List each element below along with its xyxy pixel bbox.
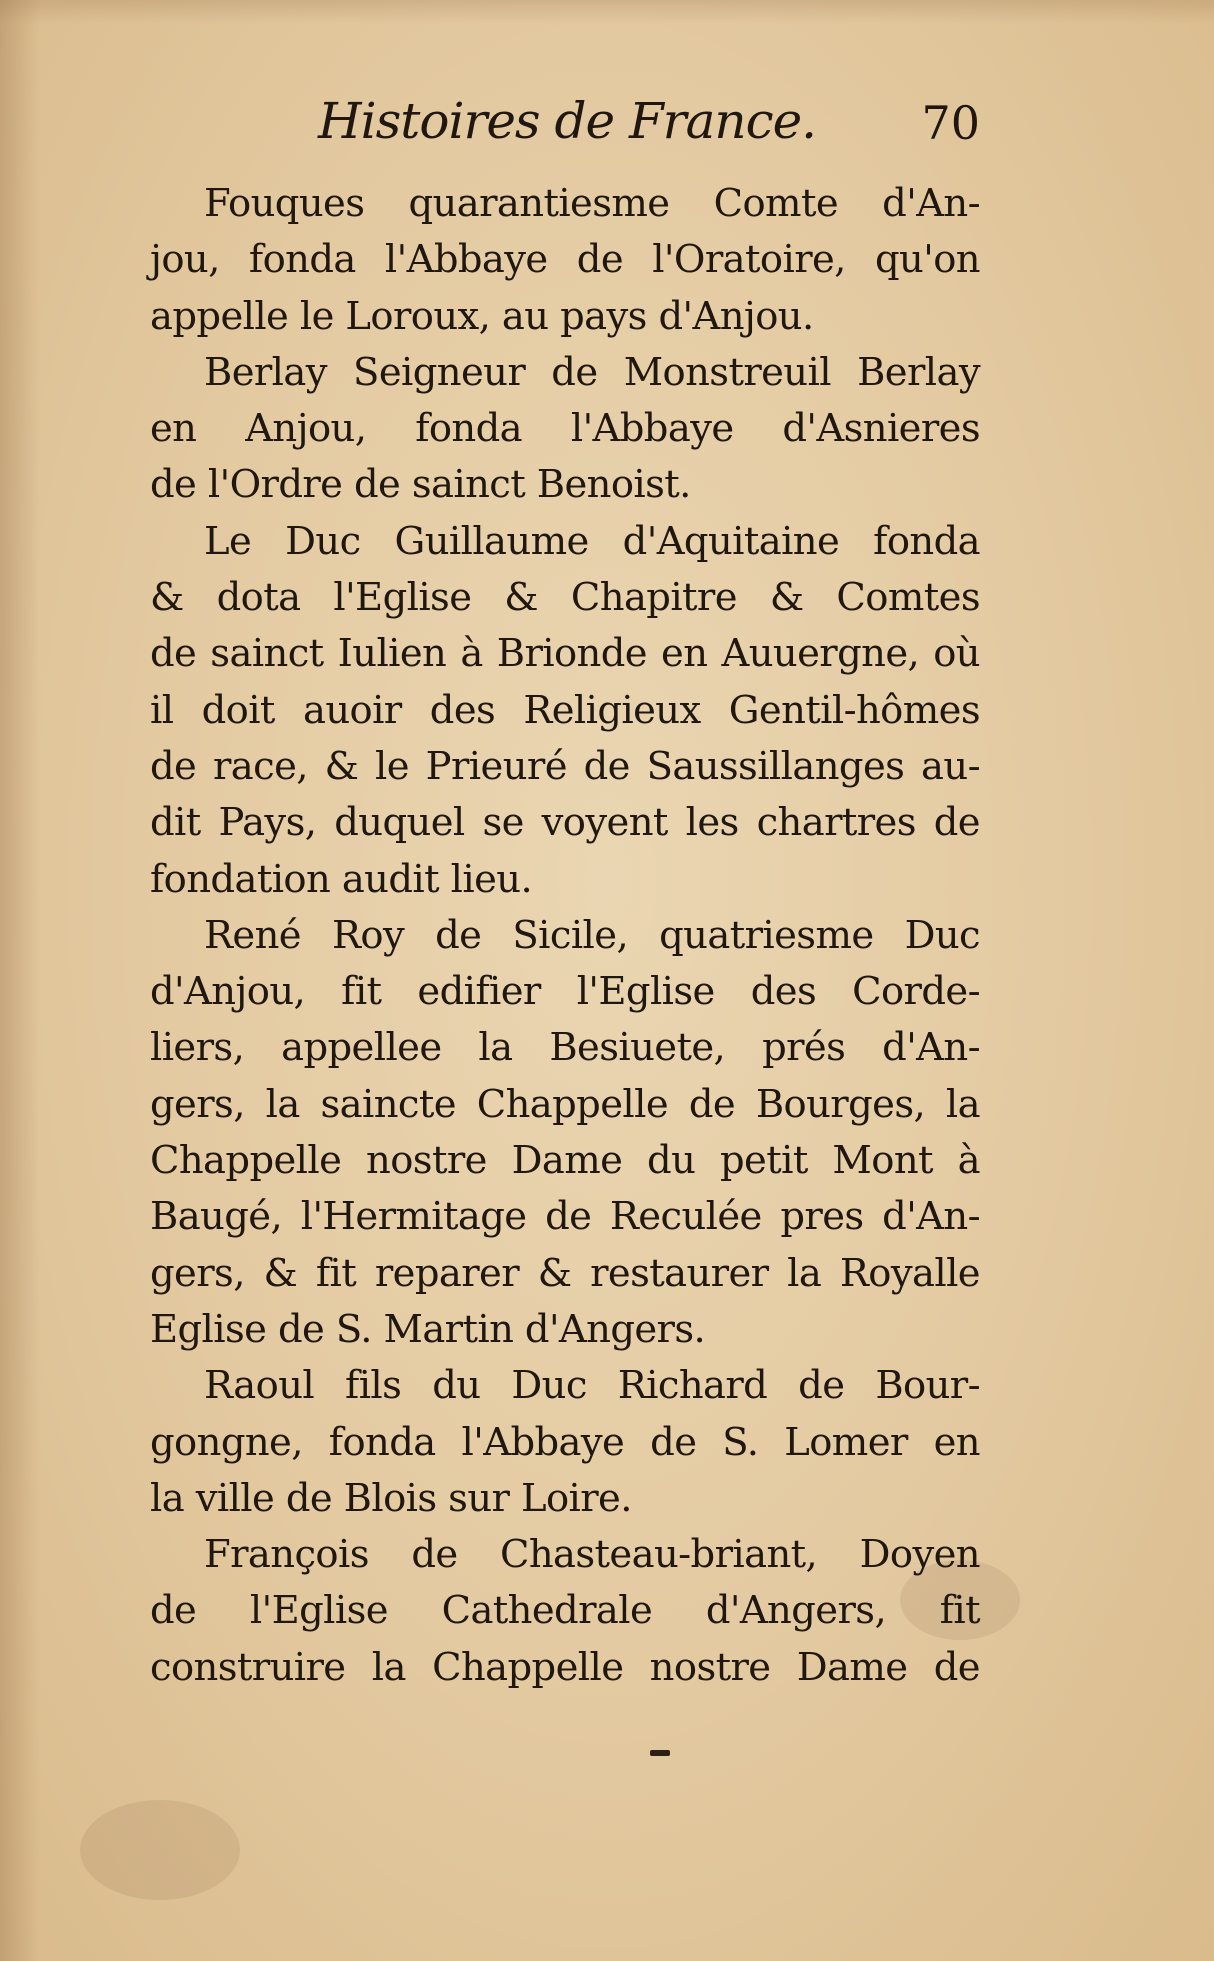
- text-line: construire la Chappelle nostre Dame de: [150, 1644, 980, 1690]
- text-line: François de Chasteau-briant, Doyen: [204, 1532, 980, 1578]
- text-line: de l'Eglise Cathedrale d'Angers, fit: [150, 1588, 980, 1634]
- text-line: René Roy de Sicile, quatriesme Duc: [204, 912, 980, 958]
- text-line: de race, & le Prieuré de Saussillanges au-: [150, 743, 980, 789]
- text-line: liers, appellee la Besiuete, prés d'An-: [150, 1025, 980, 1071]
- text-line: & dota l'Eglise & Chapitre & Comtes: [150, 575, 980, 621]
- page-top-shadow: [0, 0, 1214, 24]
- text-line: de l'Ordre de sainct Benoist.: [150, 462, 691, 508]
- page-number: 70: [921, 96, 980, 150]
- text-line: Raoul fils du Duc Richard de Bour-: [204, 1363, 980, 1409]
- paper-stain: [80, 1800, 240, 1900]
- text-line: Fouques quarantiesme Comte d'An-: [204, 181, 980, 226]
- text-line: en Anjou, fonda l'Abbaye d'Asnieres: [150, 406, 980, 452]
- text-line: gers, la saincte Chappelle de Bourges, la: [150, 1081, 980, 1127]
- text-line: la ville de Blois sur Loire.: [150, 1475, 632, 1521]
- text-line: Baugé, l'Hermitage de Reculée pres d'An-: [150, 1194, 980, 1240]
- text-line: jou, fonda l'Abbaye de l'Oratoire, qu'on: [150, 237, 980, 283]
- body-text: [150, 176, 980, 1696]
- signature-mark: [650, 1750, 670, 1756]
- text-line: de sainct Iulien à Brionde en Auuergne, où: [150, 631, 980, 677]
- text-line: gongne, fonda l'Abbaye de S. Lomer en: [150, 1419, 980, 1465]
- text-line: il doit auoir des Religieux Gentil-hômes: [150, 687, 980, 733]
- page-gutter-shadow: [0, 0, 40, 1961]
- running-header: [150, 92, 980, 162]
- header-title: Histoires de France.: [318, 92, 817, 150]
- text-line: fondation audit lieu.: [150, 856, 533, 902]
- text-line: gers, & fit reparer & restaurer la Royalle: [150, 1250, 980, 1296]
- text-line: Eglise de S. Martin d'Angers.: [150, 1306, 706, 1352]
- text-line: Chappelle nostre Dame du petit Mont à: [150, 1138, 980, 1184]
- text-line: dit Pays, duquel se voyent les chartres de: [150, 800, 980, 846]
- text-line: d'Anjou, fit edifier l'Eglise des Corde-: [150, 969, 980, 1015]
- text-line: Le Duc Guillaume d'Aquitaine fonda: [204, 518, 980, 564]
- text-line: appelle le Loroux, au pays d'Anjou.: [150, 293, 814, 339]
- text-line: Berlay Seigneur de Monstreuil Berlay: [204, 349, 980, 395]
